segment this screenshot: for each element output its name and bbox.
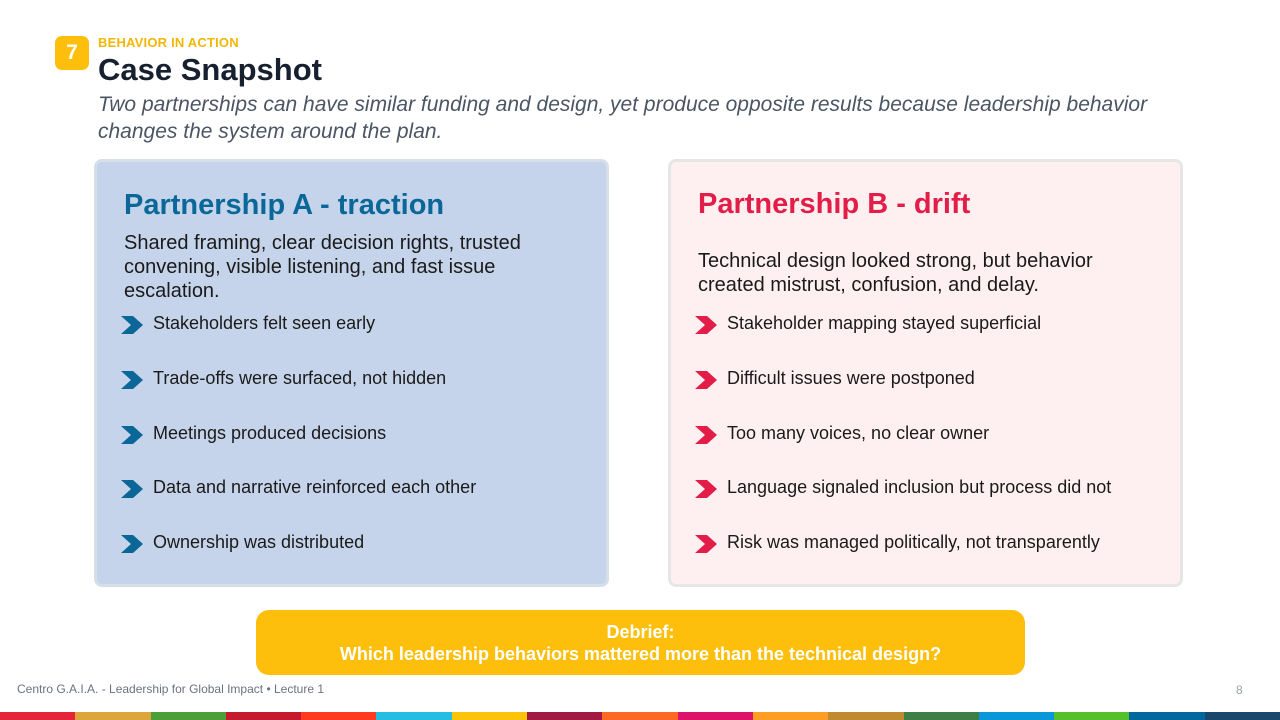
bullet-item bbox=[121, 476, 476, 531]
stripe-segment bbox=[376, 712, 451, 720]
partnership-a-description: Shared framing, clear decision rights, trusted convening, visible listening, and fast issue escalation. bbox=[124, 232, 521, 302]
chevron-right-icon bbox=[121, 535, 145, 553]
bullet-item bbox=[121, 312, 476, 367]
bullet-item bbox=[695, 422, 1111, 477]
chevron-right-icon bbox=[695, 426, 719, 444]
page-number: 8 bbox=[1236, 683, 1243, 697]
chevron-right-icon bbox=[121, 426, 145, 444]
partnership-b-card bbox=[668, 159, 1183, 587]
slide-number-badge: 7 bbox=[55, 36, 89, 70]
bullet-text: Meetings produced decisions bbox=[153, 422, 387, 443]
bullet-text: Data and narrative reinforced each other bbox=[153, 477, 477, 498]
bullet-text: Risk was managed politically, not transparently bbox=[727, 532, 1100, 553]
chevron-right-icon bbox=[695, 371, 719, 389]
bullet-text: Difficult issues were postponed bbox=[727, 367, 975, 388]
partnership-a-card bbox=[94, 159, 609, 587]
bullet-item bbox=[695, 476, 1111, 531]
bullet-item bbox=[695, 312, 1111, 367]
bullet-text: Stakeholder mapping stayed superficial bbox=[727, 313, 1042, 333]
color-stripe bbox=[0, 712, 1280, 720]
chevron-right-icon bbox=[121, 371, 145, 389]
chevron-right-icon bbox=[695, 480, 719, 498]
footer-text: Centro G.A.I.A. - Leadership for Global Impact • Lecture 1 bbox=[17, 682, 325, 696]
partnership-a-title: Partnership A - traction bbox=[124, 189, 445, 221]
partnership-b-bullet-list bbox=[695, 312, 1111, 586]
bullet-item bbox=[695, 531, 1111, 586]
bullet-item bbox=[121, 531, 476, 586]
chevron-right-icon bbox=[695, 316, 719, 334]
bullet-item bbox=[695, 367, 1111, 422]
stripe-segment bbox=[75, 712, 150, 720]
stripe-segment bbox=[753, 712, 828, 720]
bullet-text: Ownership was distributed bbox=[153, 532, 365, 553]
bullet-text: Stakeholders felt seen early bbox=[153, 313, 376, 333]
stripe-segment bbox=[1054, 712, 1129, 720]
chevron-right-icon bbox=[695, 535, 719, 553]
stripe-segment bbox=[979, 712, 1054, 720]
partnership-b-title: Partnership B - drift bbox=[698, 188, 971, 220]
partnership-a-bullet-list bbox=[121, 312, 476, 586]
stripe-segment bbox=[226, 712, 301, 720]
debrief-question: Which leadership behaviors mattered more than the technical design? bbox=[339, 644, 942, 664]
chevron-right-icon bbox=[121, 480, 145, 498]
bullet-text: Language signaled inclusion but process did not bbox=[727, 477, 1112, 498]
stripe-segment bbox=[828, 712, 903, 720]
stripe-segment bbox=[151, 712, 226, 720]
stripe-segment bbox=[527, 712, 602, 720]
stripe-segment bbox=[678, 712, 753, 720]
stripe-segment bbox=[1129, 712, 1204, 720]
chevron-right-icon bbox=[121, 316, 145, 334]
section-kicker: BEHAVIOR IN ACTION bbox=[98, 35, 239, 50]
stripe-segment bbox=[452, 712, 527, 720]
bullet-item bbox=[121, 422, 476, 477]
slide-subtitle: Two partnerships can have similar funding and design, yet produce opposite results because leadership behavior changes the system around the plan. bbox=[98, 93, 1148, 143]
bullet-item bbox=[121, 367, 476, 422]
partnership-b-description: Technical design looked strong, but behavior created mistrust, confusion, and delay. bbox=[698, 250, 1093, 296]
stripe-segment bbox=[904, 712, 979, 720]
stripe-segment bbox=[301, 712, 376, 720]
stripe-segment bbox=[0, 712, 75, 720]
debrief-callout bbox=[256, 610, 1025, 675]
debrief-label: Debrief: bbox=[606, 622, 675, 642]
slide-title: Case Snapshot bbox=[98, 52, 322, 87]
bullet-text: Trade-offs were surfaced, not hidden bbox=[153, 367, 447, 388]
stripe-segment bbox=[1205, 712, 1280, 720]
bullet-text: Too many voices, no clear owner bbox=[727, 422, 990, 443]
stripe-segment bbox=[602, 712, 677, 720]
